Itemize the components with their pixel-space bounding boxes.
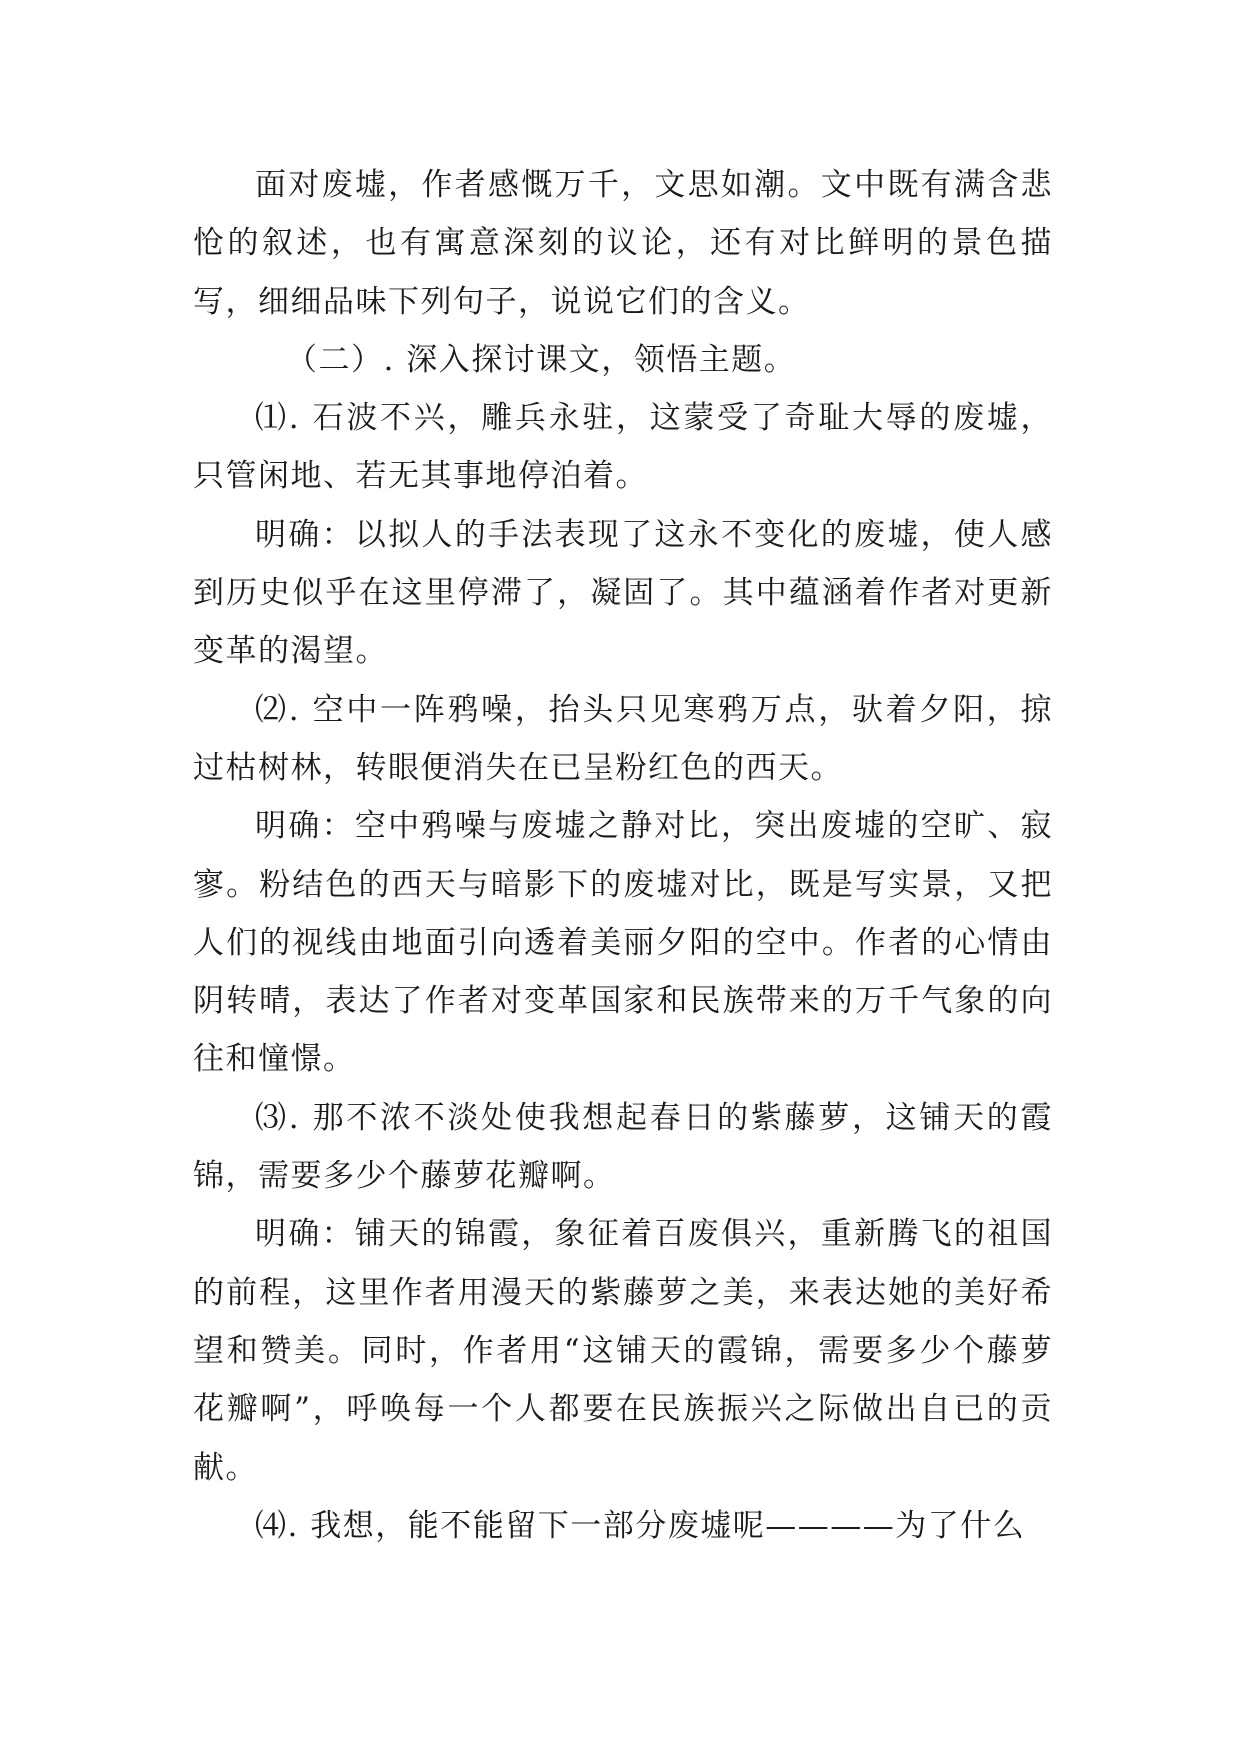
question-1: ⑴. 石波不兴，雕兵永驻，这蒙受了奇耻大辱的废墟，只管闲地、若无其事地停泊着。 (193, 400, 1053, 495)
paragraph-intro: 面对废墟，作者感慨万千，文思如潮。文中既有满含悲怆的叙述，也有寓意深刻的议论，还有对比鲜明的景色描写，细细品味下列句子，说说它们的含义。 (193, 167, 1053, 320)
answer-3: 明确：铺天的锦霞，象征着百废俱兴，重新腾飞的祖国的前程，这里作者用漫天的紫藤萝之美，来表达她的美好希望和赞美。同时，作者用“这铺天的霞锦，需要多少个藤萝花瓣啊”，呼唤每一个人都要在民族振兴之际做出自已的贡献。 (193, 1216, 1053, 1486)
section-heading: （二）. 深入探讨课文，领悟主题。 (286, 341, 797, 378)
question-4: ⑷. 我想，能不能留下一部分废墟呢————为了什么 (255, 1507, 1026, 1544)
document-body (193, 156, 1053, 1555)
answer-1: 明确：以拟人的手法表现了这永不变化的废墟，使人感到历史似乎在这里停滞了，凝固了。其中蕴涵着作者对更新变革的渴望。 (193, 516, 1053, 670)
answer-2: 明确：空中鸦噪与废墟之静对比，突出废墟的空旷、寂寥。粉结色的西天与暗影下的废墟对比，既是写实景，又把人们的视线由地面引向透着美丽夕阳的空中。作者的心情由阴转晴，表达了作者对变革国家和民族带来的万千气象的向往和憧憬。 (193, 808, 1053, 1078)
question-3: ⑶. 那不浓不淡处使我想起春日的紫藤萝，这铺天的霞锦，需要多少个藤萝花瓣啊。 (193, 1099, 1053, 1195)
question-2: ⑵. 空中一阵鸦噪，抬头只见寒鸦万点，驮着夕阳，掠过枯树林，转眼便消失在已呈粉红色的西天。 (193, 691, 1053, 786)
